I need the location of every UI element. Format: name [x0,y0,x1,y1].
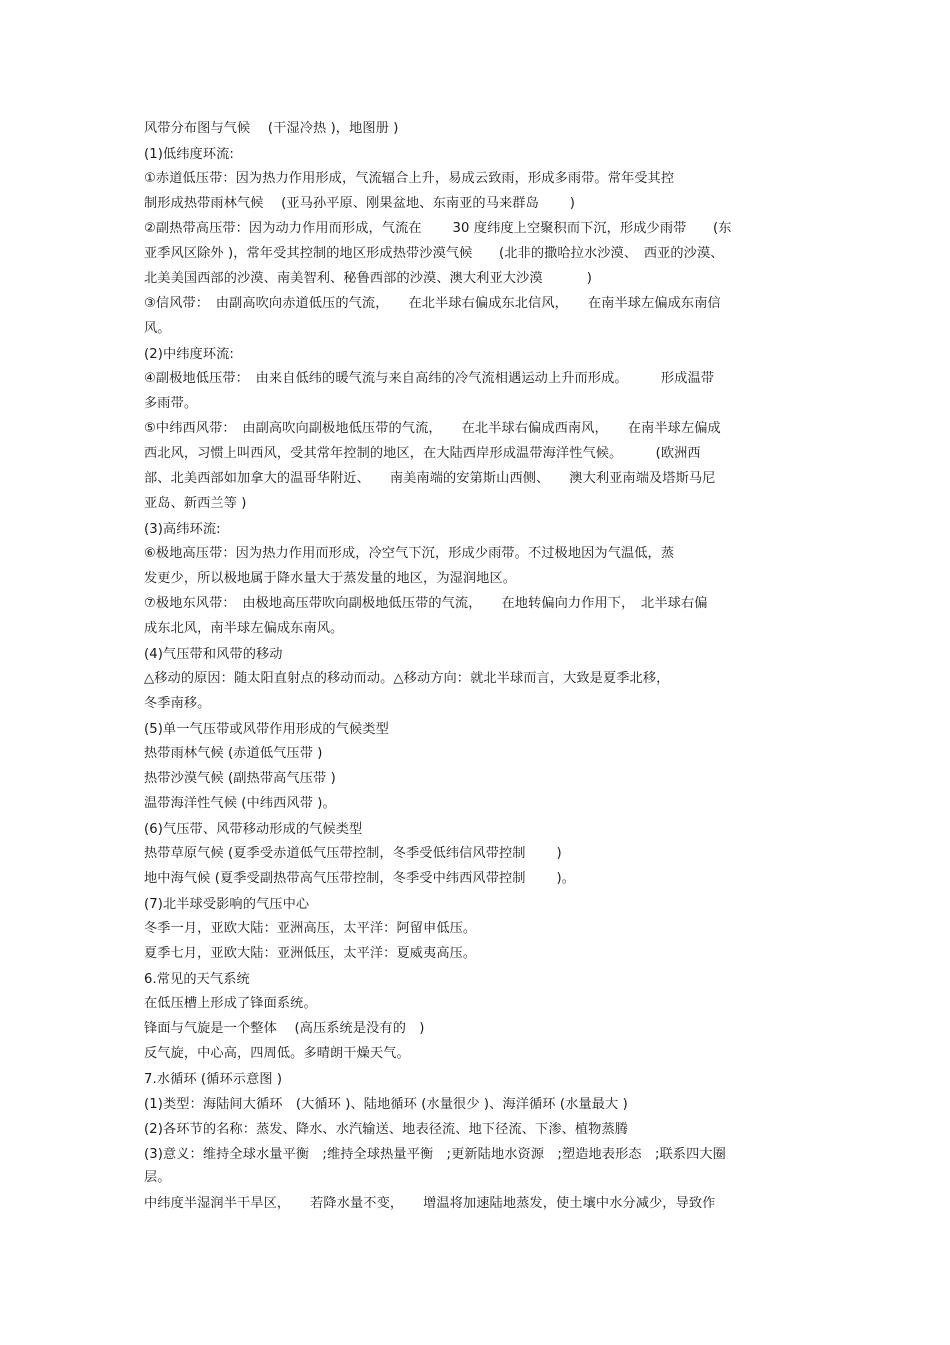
text-line: (2)各环节的名称：蒸发、降水、水汽输送、地表径流、地下径流、下渗、植物蒸腾 [144,1122,629,1137]
text-line: 成东北风，南半球左偏成东南风。 [144,621,344,636]
text-line: 地中海气候 (夏季受副热带高气压带控制，冬季受中纬西风带控制 )。 [144,871,575,886]
text-line: 多雨带。 [144,396,198,411]
text-line: 中纬度半湿润半干旱区， 若降水量不变， 增温将加速陆地蒸发，使土壤中水分减少，导致作 [144,1196,716,1211]
text-line: 层。 [144,1170,171,1185]
section-heading: (6)气压带、风带移动形成的气候类型 [144,822,363,837]
text-line: 发更少，所以极地属于降水量大于蒸发量的地区，为湿润地区。 [144,571,517,586]
text-line: 反气旋，中心高，四周低。多晴朗干燥天气。 [144,1046,410,1061]
text-line: 亚季风区除外 )，常年受其控制的地区形成热带沙漠气候 (北非的撒哈拉水沙漠、 西亚的沙漠、 [144,246,724,261]
text-line: ①赤道低压带：因为热力作用形成，气流辐合上升，易成云致雨，形成多雨带。常年受其控 [144,171,675,186]
section-heading: 6.常见的天气系统 [144,972,250,987]
text-line: (1)类型：海陆间大循环 (大循环 )、陆地循环 (水量很少 )、海洋循环 (水量最大 ) [144,1097,628,1112]
text-line: ⑦极地东风带： 由极地高压带吹向副极地低压带的气流， 在地转偏向力作用下， 北半球右偏 [144,596,708,611]
section-heading: (4)气压带和风带的移动 [144,647,283,662]
text-line: 热带沙漠气候 (副热带高气压带 ) [144,771,336,786]
section-heading: (3)高纬环流: [144,522,221,537]
text-line: 在低压槽上形成了锋面系统。 [144,996,317,1011]
text-line: (3)意义：维持全球水量平衡 ;维持全球热量平衡 ;更新陆地水资源 ;塑造地表形态 ;联系四大圈 [144,1147,726,1162]
text-line: 冬季南移。 [144,696,211,711]
text-line: ②副热带高压带：因为动力作用而形成，气流在 30 度纬度上空聚积而下沉，形成少雨带 (东 [144,221,732,236]
text-line: 温带海洋性气候 (中纬西风带 )。 [144,796,336,811]
section-heading: (1)低纬度环流: [144,147,234,162]
text-line: 热带雨林气候 (赤道低气压带 ) [144,746,323,761]
text-line: 风带分布图与气候 (干湿冷热 )，地图册 ) [144,121,399,136]
text-line: 西北风，习惯上叫西风，受其常年控制的地区，在大陆西岸形成温带海洋性气候。 (欧洲西 [144,446,701,461]
section-heading: (5)单一气压带或风带作用形成的气候类型 [144,722,389,737]
text-line: ⑤中纬西风带： 由副高吹向副极地低压带的气流， 在北半球右偏成西南风， 在南半球左偏成 [144,421,721,436]
text-line: ④副极地低压带： 由来自低纬的暖气流与来自高纬的冷气流相遇运动上升而形成。 形成温带 [144,371,715,386]
text-line: △移动的原因：随太阳直射点的移动而动。△移动方向：就北半球而言，大致是夏季北移， [144,671,670,686]
text-line: 风。 [144,321,171,336]
section-heading: 7.水循环 (循环示意图 ) [144,1072,283,1087]
section-heading: (2)中纬度环流: [144,347,234,362]
section-heading: (7)北半球受影响的气压中心 [144,897,310,912]
text-line: 亚岛、新西兰等 ) [144,496,247,511]
text-line: 热带草原气候 (夏季受赤道低气压带控制，冬季受低纬信风带控制 ) [144,846,562,861]
text-line: 冬季一月，亚欧大陆：亚洲高压，太平洋：阿留申低压。 [144,921,477,936]
text-line: 制形成热带雨林气候 (亚马孙平原、刚果盆地、东南亚的马来群岛 ) [144,196,575,211]
text-line: 北美美国西部的沙漠、南美智利、秘鲁西部的沙漠、澳大利亚大沙漠 ) [144,271,593,286]
text-line: 锋面与气旋是一个整体 (高压系统是没有的 ) [144,1021,425,1036]
text-line: 夏季七月，亚欧大陆：亚洲低压，太平洋：夏威夷高压。 [144,946,477,961]
text-line: 部、北美西部如加拿大的温哥华附近、 南美南端的安第斯山西侧、 澳大利亚南端及塔斯马尼 [144,471,716,486]
text-line: ⑥极地高压带：因为热力作用而形成，冷空气下沉，形成少雨带。不过极地因为气温低，蒸 [144,546,675,561]
text-line: ③信风带： 由副高吹向赤道低压的气流， 在北半球右偏成东北信风， 在南半球左偏成东南信 [144,296,721,311]
